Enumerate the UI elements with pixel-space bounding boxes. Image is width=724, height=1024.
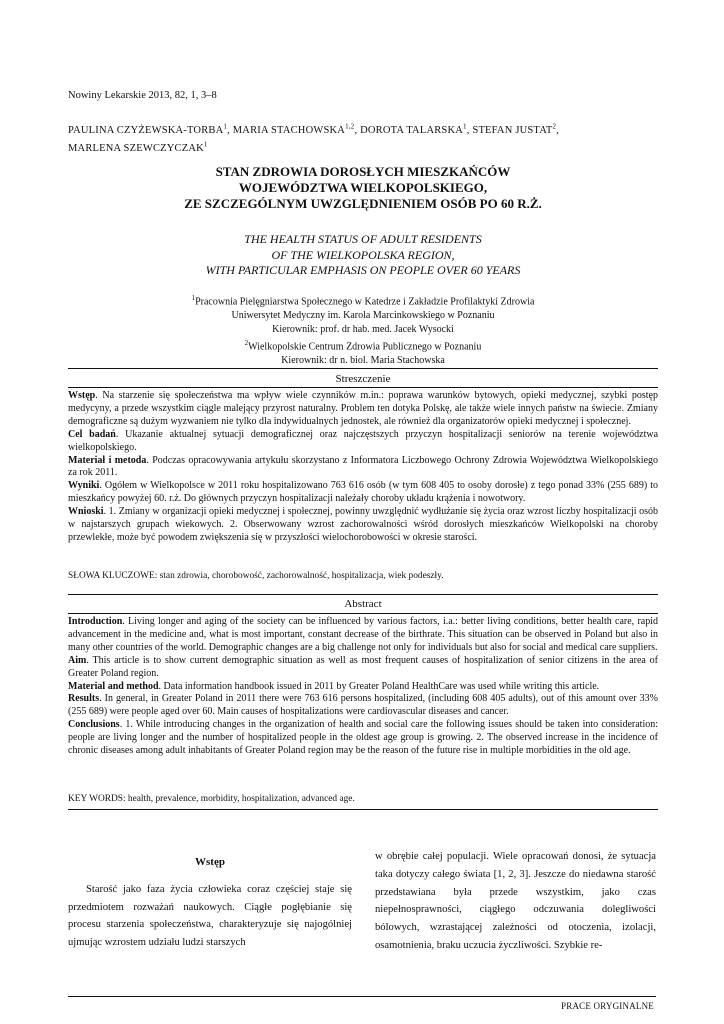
body-paragraph: Starość jako faza życia człowieka coraz częściej staje się przedmiotem rozważań naukowych. Ciągłe pogłębianie się procesu starzenia społeczeństwa, charakteryzuje się najogólniej ujmując wzrostem udziału ludzi starszych [68,883,352,949]
divider [68,613,658,614]
abstract-heading: Abstract [344,598,382,610]
abstract-body [68,616,658,758]
abstract-paragraph: Conclusions. 1. While introducing changes in the organization of health and social care the following issues should be taken into consideration: people are living longer and the number of hospitalized people in the oldest age group is growing. 2. The observed increase in the incidence of chronic diseases among adult inhabitants of Greater Poland region may be the reason of the future rise in multiple morbidities in the old age. [68,719,658,757]
author-list [68,119,658,156]
keywords-english: KEY WORDS: health, prevalence, morbidity, hospitalization, advanced age. [68,794,355,804]
abstract-paragraph: Wnioski. 1. Zmiany w organizacji opieki medycznej i społecznej, powinny uwzględnić wydłużanie się życia oraz wzrost liczby hospitalizacji osób w najstarszych grupach wiekowych. 2. Obserwowany wzrost zachorowalności wśród dorosłych mieszkańców Wielkopolski na choroby przewlekłe, może być powodem zwiększenia się w przyszłości wielochorobowości w okresie starości. [68,506,658,543]
abstract-paragraph: Introduction. Living longer and aging of the society can be influenced by various factors, i.a.: better living conditions, better health care, rapid advancement in the medicine and, what is most important, constant decrease of the birthrate. This situation can be observed in Poland but also in many other countries of the world. Demographic changes are a big challenge not only for individuals but also for social and medical care suppliers. [68,616,658,653]
abstract-paragraph: Aim. This article is to show current demographic situation as well as most frequent causes of hospitalization of senior citizens in the area of Greater Poland region. [68,654,658,679]
divider [68,809,658,810]
author: STEFAN JUSTAT$^2$, [472,122,559,136]
streszczenie-heading: Streszczenie [335,373,391,385]
divider [68,387,658,388]
title-english: THE HEALTH STATUS OF ADULT RESIDENTS OF THE WIELKOPOLSKA REGION, WITH PARTICULAR EMPHASIS ON PEOPLE OVER 60 YEARS [205,232,521,277]
abstract-paragraph: Wyniki. Ogółem w Wielkopolsce w 2011 roku hospitalizowano 763 616 osób (w tym 608 405 to osoby dorosłe) z tego ponad 33% (255 689) to mieszkańcy powyżej 60. r.ż. Do głównych przyczyn hospitalizacji należały choroby układu krążenia i nowotwory. [68,480,658,505]
author: MARIA STACHOWSKA$^{1,2}$, [232,122,361,136]
abstract-paragraph: Materiał i metoda. Podczas opracowywania artykułu skorzystano z Informatora Liczbowego Ochrony Zdrowia Województwa Wielkopolskiego za rok 2011. [68,454,659,479]
abstract-paragraph: Cel badań. Ukazanie aktualnej sytuacji demograficznej oraz najczęstszych przyczyn hospitalizacji seniorów na terenie województwa wielkopolskiego. [68,428,659,453]
divider [68,594,658,595]
streszczenie-body [68,390,658,545]
section-heading: Wstęp [195,856,225,868]
abstract-paragraph: Wstęp. Na starzenie się społeczeństwa ma wpływ wiele czynników m.in.: poprawa warunków bytowych, opieki medycznej, szybki postęp medycyny, a przede wszystkim ciągle malejący przyrost naturalny. Problem ten dotyka Polskę, ale także wiele innych państw na świecie. Zmiany demograficzne są dużym wyzwaniem nie tylko dla indywidualnych jednostek, ale również dla organizatorów opieki medycznej i społecznej. [68,390,658,427]
author: MARLENA SZEWCZYCZAK$^1$ [68,140,208,154]
abstract-paragraph: Results. In general, in Greater Poland in 2011 there were 763 616 persons hospitalized, (including 608 405 adults), out of this amount over 33% (255 689) were people aged over 60. Main causes of hospitalizations were cardiovascular diseases and cancer. [68,693,658,718]
title-polish: STAN ZDROWIA DOROSŁYCH MIESZKAŃCÓW WOJEWÓDZTWA WIELKOPOLSKIEGO, ZE SZCZEGÓLNYM UWZGLĘDNIENIEM OSÓB PO 60 R.Ż. [184,164,542,211]
divider [68,368,658,369]
affiliations: $^1$Pracownia Pielęgniarstwa Społecznego w Katedrze i Zakładzie Profilaktyki Zdrowia Uniwersytet Medyczny im. Karola Marcinkowskiego w Poznaniu Kierownik: prof. dr hab. med. Jacek Wysocki $^2$Wielkopolskie Centrum Zdrowia Publicznego w Poznaniu Kierownik: dr n. biol. Maria Stachowska [191,294,535,366]
body-column-right [375,848,656,955]
body-column-left [68,850,352,952]
journal-citation: Nowiny Lekarskie 2013, 82, 1, 3–8 [68,90,217,101]
keywords-polish: SŁOWA KLUCZOWE: stan zdrowia, chorobowość, zachorowalność, hospitalizacja, wiek podeszły. [68,571,444,581]
footer-divider [68,996,656,997]
author: PAULINA CZYŻEWSKA-TORBA$^1$, [68,122,233,136]
footer-section-label: PRACE ORYGINALNE [561,1001,654,1011]
abstract-paragraph: Material and method. Data information handbook issued in 2011 by Greater Poland HealthCare was used while writing this article. [68,680,600,692]
author: DOROTA TALARSKA$^1$, [360,122,473,136]
body-paragraph: w obrębie całej populacji. Wiele opracowań donosi, że sytuacja taka dotyczy całego świata [1, 2, 3]. Jeszcze do niedawna starość przedstawiana była przede wszystkim, jako czas niepełnosprawności, ciągłego odczuwania dolegliwości bólowych, wzrastającej zależności od otoczenia, izolacji, osamotnienia, braku uczucia życzliwości. Szybkie re- [375,851,656,951]
